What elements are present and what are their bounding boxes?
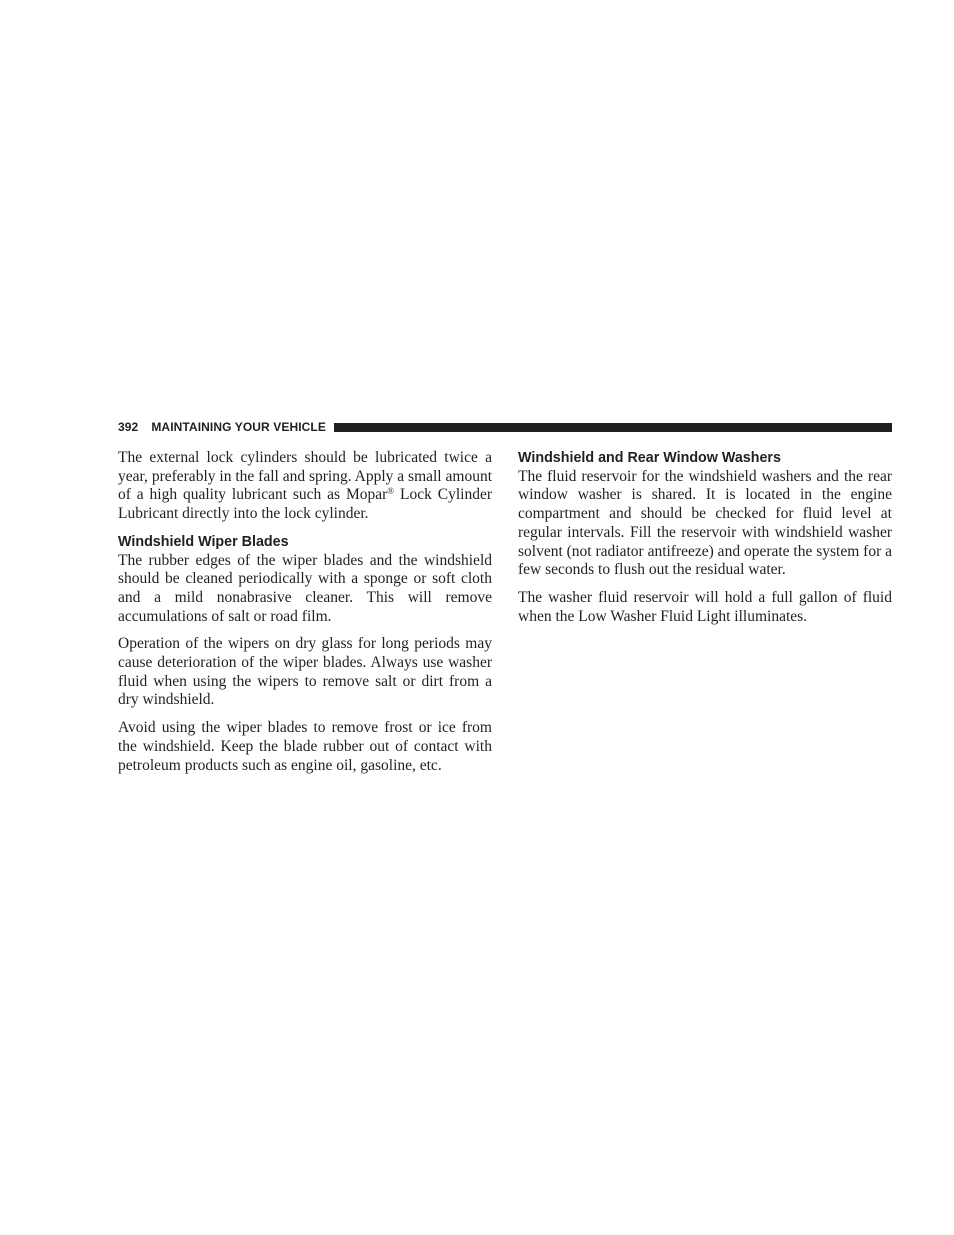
wiper-dry-glass-paragraph: Operation of the wipers on dry glass for long periods may cause deterioration of the wiper blades. Always use washer fluid when using the wipers to remove salt or dirt from a dry windshield. [118, 635, 492, 709]
section-title: MAINTAINING YOUR VEHICLE [151, 420, 326, 434]
registered-mark: ® [387, 486, 395, 497]
washers-heading: Windshield and Rear Window Washers [518, 450, 781, 466]
header-rule [334, 423, 892, 432]
washer-reservoir-paragraph: The fluid reservoir for the windshield washers and the rear window washer is shared. It is located in the engine compartment and should be checked for fluid level at regular intervals. Fill the reservoir with windshield washer solvent (not radiator antifreeze) and operate the system for a few seconds to flush out the residual water. [518, 467, 892, 579]
wiper-frost-paragraph: Avoid using the wiper blades to remove frost or ice from the windshield. Keep the blade rubber out of contact with petroleum products such as engine oil, gasoline, etc. [118, 719, 492, 774]
lock-cylinder-text-after-mark: Lock Cylinder Lubricant directly into the lock cylinder. [118, 486, 492, 523]
washer-capacity-paragraph: The washer fluid reservoir will hold a full gallon of fluid when the Low Washer Fluid Light illuminates. [518, 588, 892, 625]
left-column [118, 449, 492, 784]
lock-cylinder-text-before-mark: The external lock cylinders should be lubricated twice a year, preferably in the fall and spring. Apply a small amount of a high quality lubricant such as Mopar [118, 449, 492, 504]
lock-cylinder-paragraph [118, 449, 492, 524]
right-column [518, 449, 892, 635]
wiper-cleaning-paragraph: The rubber edges of the wiper blades and the windshield should be cleaned periodically with a sponge or soft cloth and a mild nonabrasive cleaner. This will remove accumulations of salt or road film. [118, 551, 492, 625]
page-header [118, 419, 892, 435]
wiper-blades-heading: Windshield Wiper Blades [118, 533, 289, 550]
page-number: 392 [118, 420, 139, 434]
